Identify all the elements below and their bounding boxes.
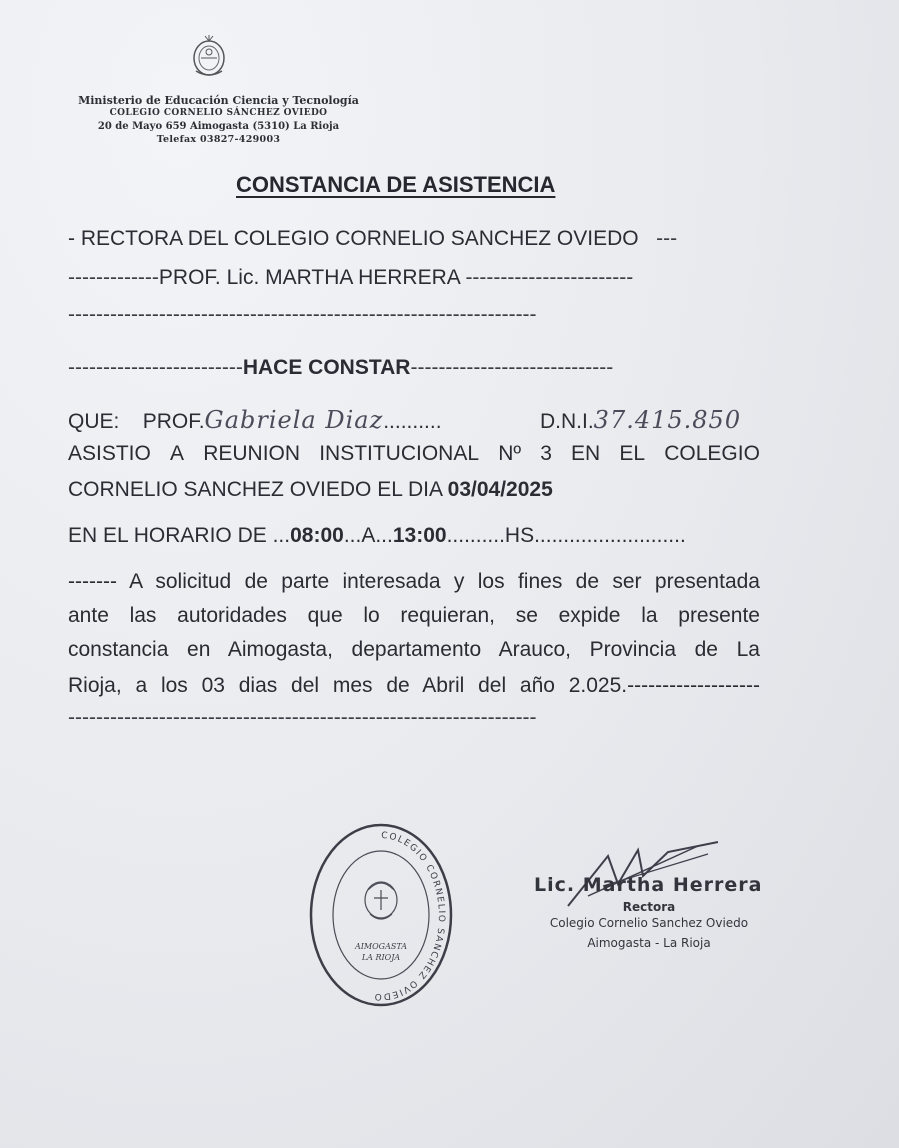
- signature-block: [534, 874, 764, 950]
- asistio-word: Nº: [498, 442, 522, 465]
- end-time: 13:00: [392, 524, 447, 547]
- school-phone: Telefax 03827-429003: [156, 134, 281, 145]
- divider-line: -------------------------------------------------------------------: [68, 303, 537, 326]
- paragraph-line-1: ------- A solicitud de parte interesada y los fines de ser presentada: [68, 570, 760, 593]
- horario-prefix: EN EL HORARIO DE ...: [68, 524, 291, 547]
- paragraph-line-3: constancia en Aimogasta, departamento Arauco, Provincia de La: [68, 638, 760, 661]
- asistio-word: REUNION: [203, 442, 301, 465]
- asistio-word: EN: [571, 442, 601, 465]
- meeting-date: 03/04/2025: [447, 478, 553, 501]
- stamp-city: AIMOGASTA: [354, 942, 408, 951]
- signatory-role: Rectora: [622, 900, 676, 914]
- stamp-ring-text: COLEGIO CORNELIO SANCHEZ OVIEDO: [372, 830, 447, 1002]
- coat-of-arms-icon: [188, 33, 230, 79]
- prof-label: PROF.: [142, 410, 205, 433]
- body-line-1: - RECTORA DEL COLEGIO CORNELIO SANCHEZ OVIEDO ---: [68, 227, 678, 250]
- official-stamp: [308, 818, 454, 1008]
- rectora-line: - RECTORA DEL COLEGIO CORNELIO SANCHEZ OVIEDO: [68, 227, 639, 250]
- asistio-word: 3: [540, 442, 552, 465]
- horario-line: [68, 524, 686, 548]
- school-address: 20 de Mayo 659 Aimogasta (5310) La Rioja: [97, 121, 340, 132]
- rectora-name: PROF. Lic. MARTHA HERRERA: [158, 266, 460, 289]
- handwritten-professor-name: Gabriela Diaz: [204, 406, 384, 434]
- asistio-word: A: [170, 442, 185, 465]
- signatory-school: Colegio Cornelio Sanchez Oviedo: [549, 916, 749, 930]
- paragraph-line-4: Rioja, a los 03 dias del mes de Abril del año 2.025.-------------------: [68, 674, 760, 697]
- que-label: QUE:: [68, 410, 120, 433]
- handwritten-dni-value: 37.415.850: [593, 406, 742, 434]
- horario-suffix: ..........HS..........................: [446, 524, 686, 547]
- time-separator: ...A...: [343, 524, 393, 547]
- asistio-word: ASISTIO: [68, 442, 151, 465]
- body-line-2: -------------PROF. Lic. MARTHA HERRERA ------------------------: [68, 266, 634, 289]
- stamp-emblem-icon: [365, 882, 397, 919]
- dni-label: D.N.I.: [540, 410, 594, 433]
- hace-constar-heading: HACE CONSTAR: [242, 356, 411, 379]
- document-title: CONSTANCIA DE ASISTENCIA: [236, 172, 556, 197]
- start-time: 08:00: [290, 524, 344, 547]
- signatory-place: Aimogasta - La Rioja: [587, 936, 711, 950]
- school-name: COLEGIO CORNELIO SÁNCHEZ OVIEDO: [109, 108, 328, 118]
- ministry-name: Ministerio de Educación Ciencia y Tecnología: [78, 94, 359, 107]
- date-prefix: CORNELIO SANCHEZ OVIEDO EL DIA: [68, 478, 442, 501]
- closing-divider: -------------------------------------------------------------------: [68, 706, 537, 729]
- que-line: QUE: PROF.Gabriela Diaz.......... D.N.I.37.415.850: [68, 406, 742, 434]
- stamp-province: LA RIOJA: [361, 953, 401, 962]
- institution-header: [66, 94, 371, 146]
- date-line: [68, 478, 553, 502]
- signatory-name: Lic. Martha Herrera: [534, 874, 763, 896]
- asistio-word: COLEGIO: [664, 442, 760, 465]
- paragraph-line-2: ante las autoridades que lo requieran, se expide la presente: [68, 604, 760, 627]
- asistio-word: INSTITUCIONAL: [319, 442, 480, 465]
- hace-constar-line: -------------------------HACE CONSTAR-----------------------------: [68, 356, 614, 379]
- asistio-word: EL: [619, 442, 646, 465]
- asistio-line: [68, 442, 760, 466]
